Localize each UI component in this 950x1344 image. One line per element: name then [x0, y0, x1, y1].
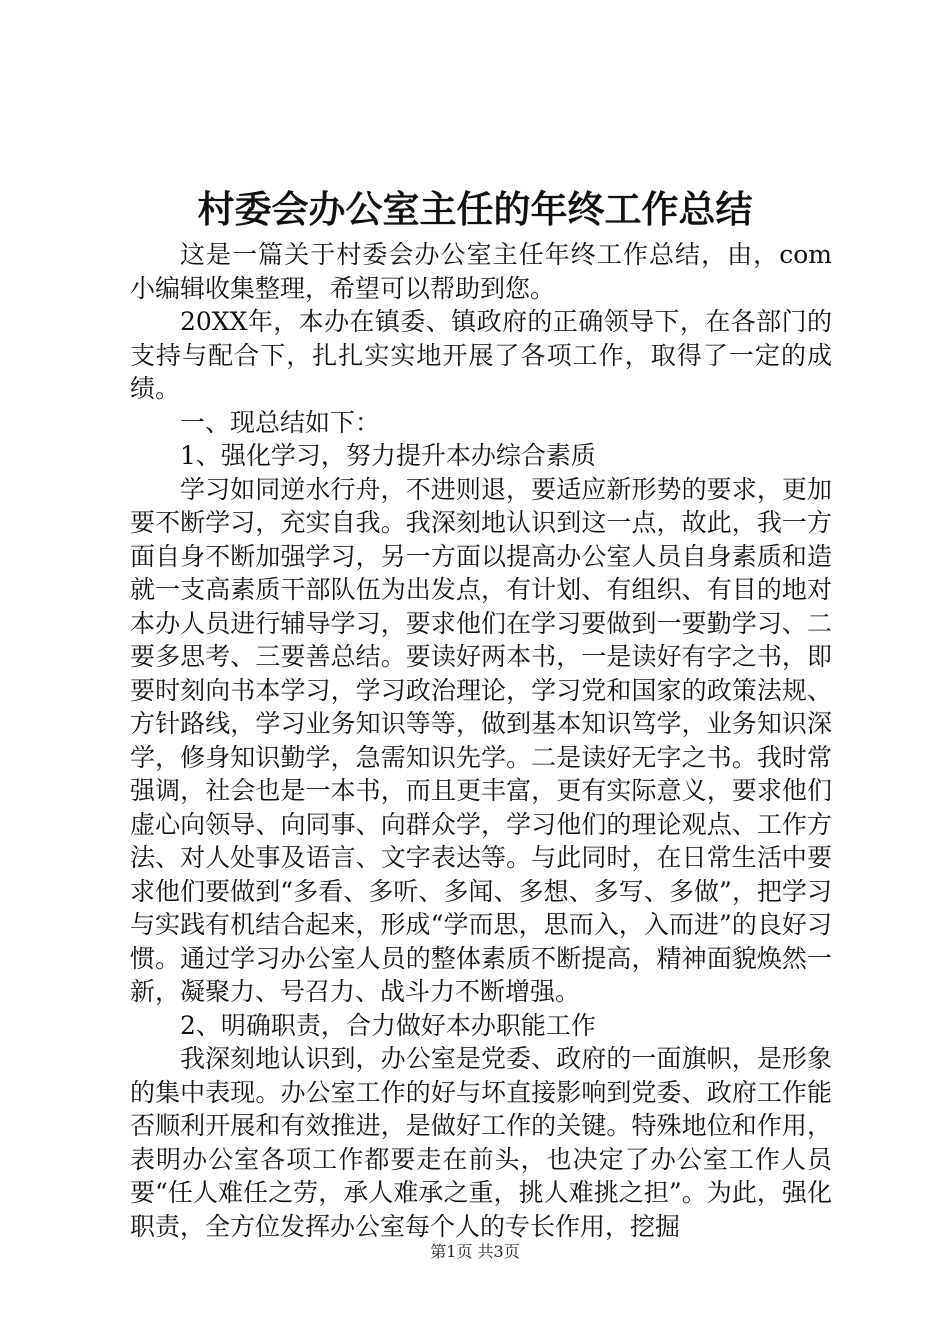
document-body — [130, 238, 832, 1243]
section-body-1: 学习如同逆水行舟，不进则退，要适应新形势的要求，更加要不断学习，充实自我。我深刻地认识到这一点，故此，我一方面自身不断加强学习，另一方面以提高办公室人员自身素质和造就一支高素质干部队伍为出发点，有计划、有组织、有目的地对本办人员进行辅导学习，要求他们在学习要做到一要勤学习、二要多思考、三要善总结。要读好两本书，一是读好有字之书，即要时刻向书本学习，学习政治理论，学习党和国家的政策法规、方针路线，学习业务知识等等，做到基本知识笃学，业务知识深学，修身知识勤学，急需知识先学。二是读好无字之书。我时常强调，社会也是一本书，而且更丰富，更有实际意义，要求他们虚心向领导、向同事、向群众学，学习他们的理论观点、工作方法、对人处事及语言、文字表达等。与此同时，在日常生活中要求他们要做到“多看、多听、多闻、多想、多写、多做”，把学习与实践有机结合起来，形成“学而思，思而入，入而进”的良好习惯。通过学习办公室人员的整体素质不断提高，精神面貌焕然一新，凝聚力、号召力、战斗力不断增强。 — [130, 474, 832, 1006]
summary-heading: 一、现总结如下： — [180, 407, 381, 437]
intro-paragraph: 这是一篇关于村委会办公室主任年终工作总结，由，com小编辑收集整理，希望可以帮助到您。 — [130, 240, 832, 303]
section-heading-1: 1、强化学习，努力提升本办综合素质 — [180, 441, 596, 470]
section-body-2: 我深刻地认识到，办公室是党委、政府的一面旗帜，是形象的集中表现。办公室工作的好与坏直接影响到党委、政府工作能否顺利开展和有效推进，是做好工作的关键。特殊地位和作用，表明办公室各项工作都要走在前头，也决定了办公室工作人员要“任人难任之劳，承人难承之重，挑人难挑之担”。为此，强化职责，全方位发挥办公室每个人的专长作用，挖掘 — [130, 1044, 832, 1241]
document-title: 村委会办公室主任的年终工作总结 — [197, 187, 753, 231]
section-heading-2: 2、明确职责，合力做好本办职能工作 — [180, 1010, 596, 1040]
overview-paragraph: 20XX年，本办在镇委、镇政府的正确领导下，在各部门的支持与配合下，扎扎实实地开展了各项工作，取得了一定的成绩。 — [130, 307, 832, 403]
page-footer: 第1页 共3页 — [430, 1242, 520, 1261]
